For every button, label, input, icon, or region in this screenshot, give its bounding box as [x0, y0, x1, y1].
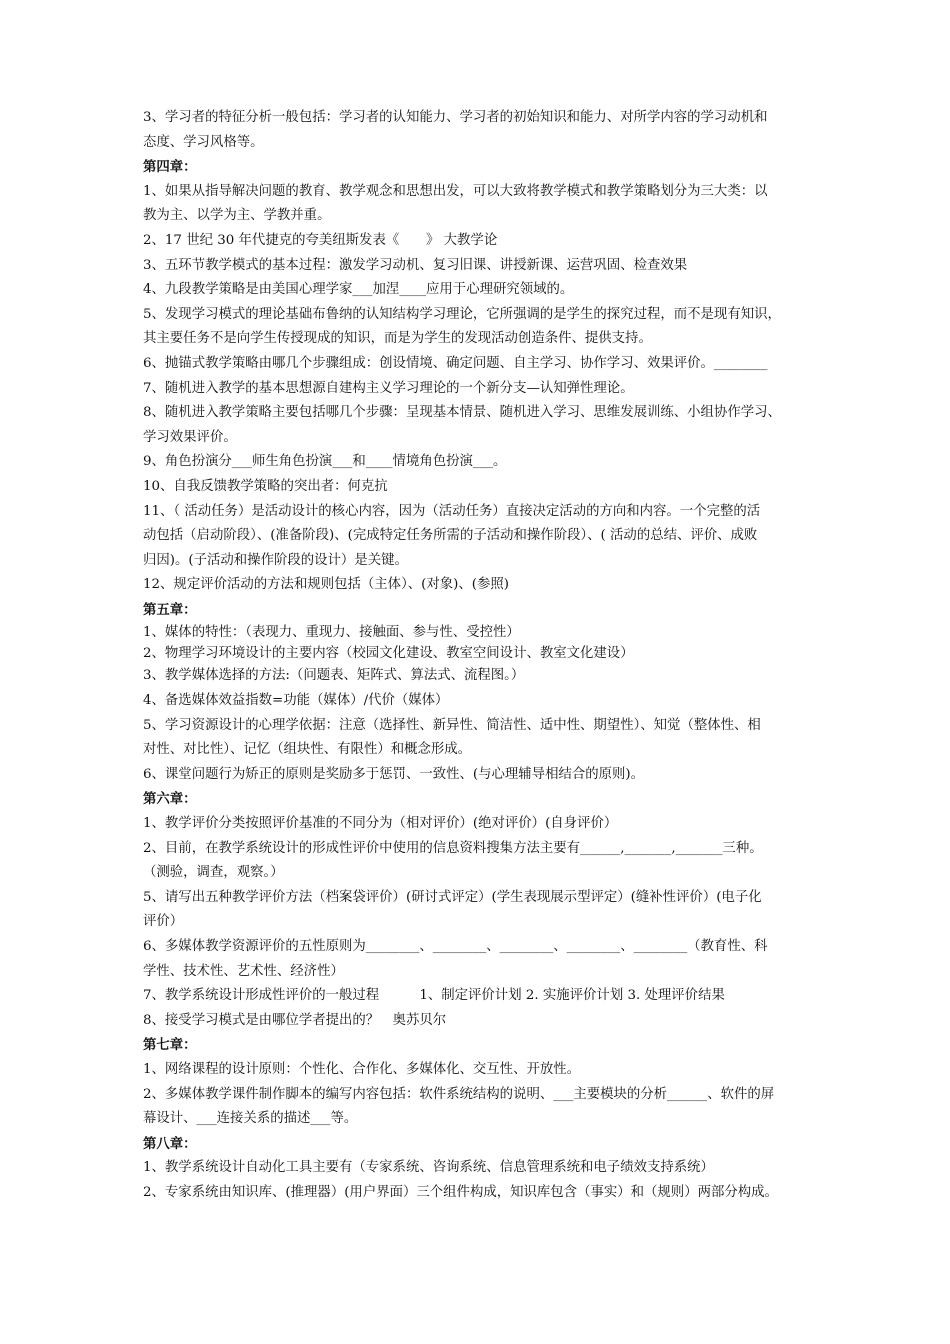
text-line: 9、角色扮演分___师生角色扮演___和____情境角色扮演___。 — [143, 454, 507, 470]
text-line: 学性、技术性、艺术性、经济性） — [143, 963, 344, 979]
chapter-heading: 第七章： — [143, 1037, 197, 1054]
text-line: 其主要任务不是向学生传授现成的知识，而是为学生的发现活动创造条件、提供支持。 — [143, 331, 652, 347]
text-line: 12、规定评价活动的方法和规则包括（主体）、(对象)、(参照) — [143, 577, 509, 593]
text-line: 4、备选媒体效益指数=功能（媒体）/代价（媒体） — [143, 693, 449, 709]
text-line: 3、教学媒体选择的方法:（问题表、矩阵式、算法式、流程图。） — [143, 668, 525, 684]
text-line: 10、自我反馈教学策略的突出者：何克抗 — [143, 478, 388, 494]
text-line: 5、发现学习模式的理论基础布鲁纳的认知结构学习理论，它所强调的是学生的探究过程，而不是现有知识， — [143, 306, 781, 322]
text-line: 2、物理学习环境设计的主要内容（校园文化建设、教室空间设计、教室文化建设） — [143, 646, 634, 662]
text-line: 态度、学习风格等。 — [143, 134, 264, 150]
text-line: 学习效果评价。 — [143, 429, 237, 445]
text-line: 8、随机进入教学策略主要包括哪几个步骤：呈现基本情景、随机进入学习、思维发展训练、小组协作学习、 — [143, 405, 781, 421]
text-line: 3、五环节教学模式的基本过程：激发学习动机、复习旧课、讲授新课、运营巩固、检查效果 — [143, 257, 688, 273]
text-line: 对性、对比性）、记忆（组块性、有限性）和概念形成。 — [143, 742, 472, 758]
text-line: 7、教学系统设计形成性评价的一般过程 1、制定评价计划 2. 实施评价计划 3. 处理评价结果 — [143, 988, 725, 1004]
text-line: 2、多媒体教学课件制作脚本的编写内容包括：软件系统结构的说明、___主要模块的分析______、软件的屏 — [143, 1086, 775, 1102]
text-line: 8、接受学习模式是由哪位学者提出的？ 奥苏贝尔 — [143, 1012, 447, 1028]
text-line: （测验，调查，观察。） — [143, 865, 284, 881]
chapter-heading: 第四章： — [143, 159, 197, 176]
text-line: 1、教学系统设计自动化工具主要有（专家系统、咨询系统、信息管理系统和电子绩效支持系统） — [143, 1160, 714, 1176]
text-line: 归因)。(子活动和操作阶段的设计）是关键。 — [143, 552, 408, 568]
text-line: 幕设计、___连接关系的描述___等。 — [143, 1111, 358, 1127]
chapter-heading: 第八章： — [143, 1135, 197, 1152]
text-line: 评价） — [143, 914, 184, 930]
text-line: 1、媒体的特性：（表现力、重现力、接触面、参与性、受控性） — [143, 625, 520, 641]
text-line: 7、随机进入教学的基本思想源自建构主义学习理论的一个新分支—认知弹性理论。 — [143, 380, 634, 396]
text-line: 1、网络课程的设计原则：个性化、合作化、多媒体化、交互性、开放性。 — [143, 1061, 581, 1077]
text-line: 11、（ 活动任务）是活动设计的核心内容，因为（活动任务）直接决定活动的方向和内容。一个完整的活 — [143, 503, 761, 519]
text-line: 1、教学评价分类按照评价基准的不同分为（相对评价）(绝对评价）(自身评价） — [143, 816, 618, 832]
text-line: 6、多媒体教学资源评价的五性原则为________、________、________、________、________（教育性、科 — [143, 939, 768, 954]
text-line: 6、抛锚式教学策略由哪几个步骤组成：创设情境、确定问题、自主学习、协作学习、效果评价。________ — [143, 355, 768, 371]
text-line: 2、17 世纪 30 年代捷克的夸美纽斯发表《 》 大教学论 — [143, 232, 498, 248]
text-line: 5、学习资源设计的心理学依据：注意（选择性、新异性、简洁性、适中性、期望性）、知觉（整体性、相 — [143, 717, 761, 733]
text-line: 6、课堂问题行为矫正的原则是奖励多于惩罚、一致性、(与心理辅导相结合的原则)。 — [143, 766, 645, 782]
text-line: 1、如果从指导解决问题的教育、教学观念和思想出发，可以大致将教学模式和教学策略划分为三大类：以 — [143, 183, 768, 199]
text-line: 5、请写出五种教学评价方法（档案袋评价）(研讨式评定）(学生表现展示型评定）(缝补性评价）(电子化 — [143, 889, 762, 905]
chapter-heading: 第六章： — [143, 791, 197, 808]
text-line: 2、目前，在教学系统设计的形成性评价中使用的信息资料搜集方法主要有______,_______,_______三种。 — [143, 840, 763, 856]
text-line: 动包括（启动阶段）、(准备阶段)、(完成特定任务所需的子活动和操作阶段）、( 活动的总结、评价、成败 — [143, 528, 758, 544]
text-line: 4、九段教学策略是由美国心理学家___加涅____应用于心理研究领域的。 — [143, 282, 574, 298]
text-line: 3、学习者的特征分析一般包括：学习者的认知能力、学习者的初始知识和能力、对所学内容的学习动机和 — [143, 110, 768, 125]
document-body — [143, 106, 813, 1206]
text-line: 教为主、以学为主、学教并重。 — [143, 208, 331, 224]
text-line: 2、专家系统由知识库、(推理器）(用户界面）三个组件构成，知识库包含（事实）和（规则）两部分构成。 — [143, 1184, 778, 1200]
chapter-heading: 第五章： — [143, 601, 197, 618]
